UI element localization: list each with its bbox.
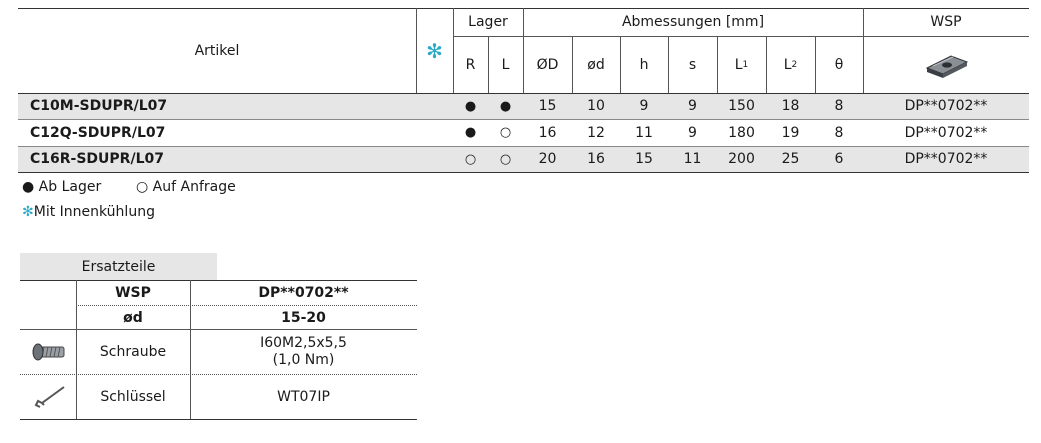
row-r: ● [464, 125, 477, 140]
header-L1-text: L [734, 56, 743, 73]
row-D: 15 [538, 98, 557, 114]
row-l: ○ [499, 151, 512, 167]
ersatzteile-title: Ersatzteile [81, 258, 156, 275]
key-icon [20, 375, 76, 419]
row-d: 12 [587, 124, 605, 141]
ersatzteile-od-value: 15-20 [281, 309, 326, 326]
row-r: ● [464, 98, 477, 114]
ersatzteile-schluessel-label: Schlüssel [100, 389, 166, 405]
header-theta: θ [834, 56, 844, 73]
header-abmessungen: Abmessungen [mm] [621, 14, 765, 30]
header-L2-text: L [783, 56, 792, 73]
ersatzteile-schraube-label: Schraube [99, 344, 167, 360]
row-s: 9 [688, 124, 697, 141]
header-artikel: Artikel [194, 42, 240, 59]
insert-icon [863, 36, 1029, 93]
row-artikel: C12Q-SDUPR/L07 [30, 124, 166, 141]
row-L2: 18 [781, 98, 800, 114]
row-wsp: DP**0702** [904, 124, 988, 141]
row-d: 16 [587, 151, 605, 167]
row-l: ● [499, 98, 512, 114]
row-h: 9 [639, 98, 649, 114]
header-d: ød [587, 56, 605, 73]
header-r: R [465, 56, 476, 73]
legend-innenkuehlung [22, 204, 155, 220]
row-L1: 150 [728, 98, 755, 114]
header-h: h [639, 56, 649, 73]
row-h: 15 [635, 151, 653, 167]
row-wsp: DP**0702** [904, 151, 988, 167]
header-wsp: WSP [930, 14, 962, 30]
row-D: 20 [538, 151, 557, 167]
row-L1: 180 [728, 124, 755, 141]
snowflake-icon: ✻ [426, 38, 443, 63]
row-artikel: C10M-SDUPR/L07 [30, 98, 168, 114]
row-r: ○ [464, 151, 477, 167]
row-theta: 6 [834, 151, 844, 167]
row-s: 9 [688, 98, 697, 114]
header-s: s [688, 56, 697, 73]
row-h: 11 [635, 124, 653, 141]
ersatzteile-wsp-label: WSP [115, 285, 151, 301]
screw-icon [20, 330, 76, 374]
ersatzteile-od-label: ød [123, 309, 143, 326]
ersatzteile-schraube-value [190, 330, 417, 374]
legend-innenkuehlung-text: Mit Innenkühlung [33, 204, 155, 220]
ersatzteile-schraube-value-1: I60M2,5x5,5 [260, 335, 347, 351]
row-d: 10 [587, 98, 605, 114]
row-L2: 25 [781, 151, 800, 167]
row-theta: 8 [834, 98, 844, 114]
header-L2 [766, 36, 815, 93]
header-lager: Lager [468, 14, 508, 30]
row-D: 16 [538, 124, 557, 141]
row-L2: 19 [781, 124, 800, 141]
row-wsp: DP**0702** [904, 98, 988, 114]
ersatzteile-schraube-value-2: (1,0 Nm) [272, 352, 335, 368]
ersatzteile-schluessel-value: WT07IP [277, 389, 330, 405]
row-L1: 200 [728, 151, 755, 167]
snowflake-icon: ✻ [22, 204, 34, 220]
header-L2-sub: 2 [791, 59, 798, 70]
row-s: 11 [683, 151, 702, 167]
row-l: ○ [499, 125, 512, 140]
legend-ab-lager: ● Ab Lager [22, 179, 102, 195]
row-theta: 8 [834, 124, 844, 141]
legend-auf-anfrage: ○ Auf Anfrage [136, 179, 236, 195]
header-L1-sub: 1 [742, 59, 749, 70]
header-l: L [501, 56, 510, 73]
header-D: ØD [536, 56, 559, 73]
row-artikel: C16R-SDUPR/L07 [30, 151, 164, 167]
ersatzteile-wsp-value: DP**0702** [258, 285, 349, 301]
header-L1 [717, 36, 766, 93]
